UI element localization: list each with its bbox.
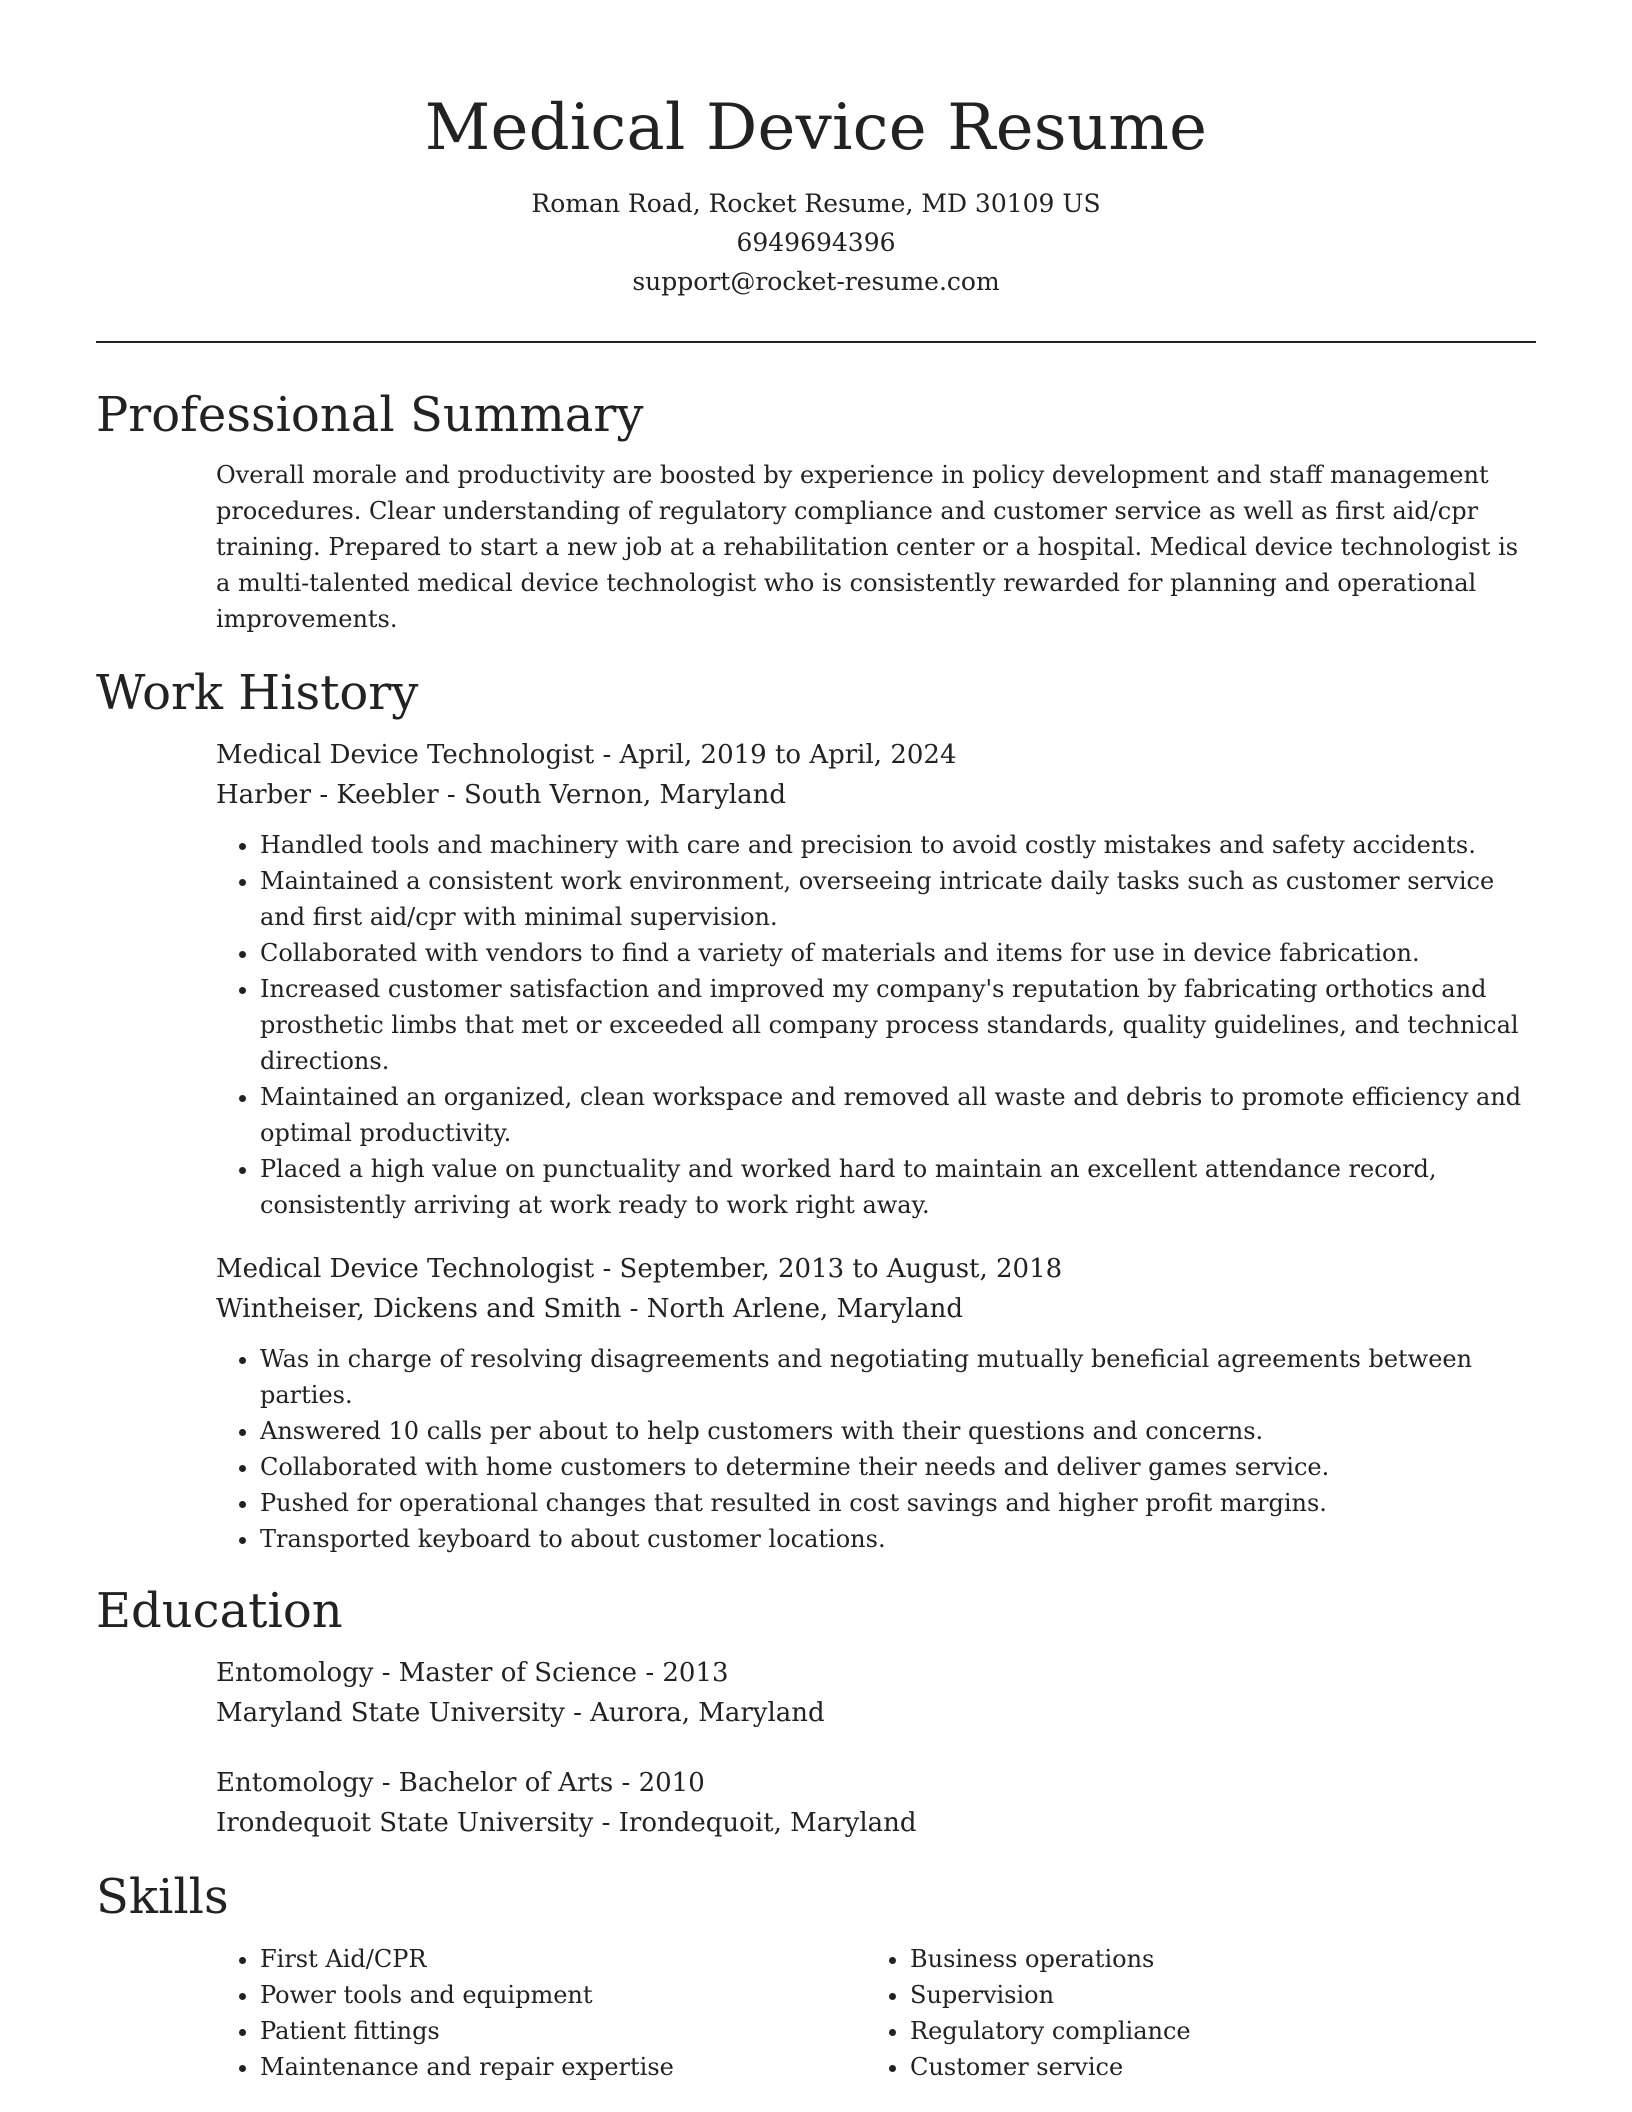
list-item: • Placed a high value on punctuality and worked hard to maintain an excellent attendance record, consistently arriving at work ready to work right away. <box>260 1151 1536 1223</box>
list-item: • Maintenance and repair expertise <box>260 2049 866 2085</box>
contact-block <box>96 184 1536 301</box>
degree-year: - 2013 <box>637 1658 729 1688</box>
work-section <box>96 661 1536 1557</box>
skills-columns <box>96 1929 1536 2085</box>
degree: Entomology - Master of Science <box>216 1658 638 1688</box>
list-item: • Business operations <box>910 1941 1516 1977</box>
phone: 6949694396 <box>736 228 896 257</box>
education-entry <box>96 1653 1536 1733</box>
skills-column-left <box>216 1929 866 2085</box>
list-item: • First Aid/CPR <box>260 1941 866 1977</box>
school: Maryland State University <box>216 1698 565 1728</box>
school-location: - Aurora, Maryland <box>564 1698 825 1728</box>
list-item: • Handled tools and machinery with care and precision to avoid costly mistakes and safety accidents. <box>260 827 1536 863</box>
degree-year: - 2010 <box>613 1768 705 1798</box>
section-title-summary: Professional Summary <box>96 387 644 443</box>
list-item: • Collaborated with home customers to determine their needs and deliver games service. <box>260 1449 1536 1485</box>
skills-section <box>96 1865 1536 2085</box>
school-line <box>216 1803 1536 1843</box>
job-dates: - April, 2019 to April, 2024 <box>594 740 957 770</box>
list-item: • Was in charge of resolving disagreements and negotiating mutually beneficial agreements between parties. <box>260 1341 1536 1413</box>
job-entry <box>96 1249 1536 1557</box>
section-title-education: Education <box>96 1583 343 1639</box>
header-divider <box>96 341 1536 343</box>
job-entry <box>96 735 1536 1223</box>
list-item: • Supervision <box>910 1977 1516 2013</box>
list-item: • Maintained an organized, clean workspace and removed all waste and debris to promote efficiency and optimal productivity. <box>260 1079 1536 1151</box>
education-entry <box>96 1763 1536 1843</box>
degree-line <box>216 1653 1536 1693</box>
email: support@rocket-resume.com <box>632 267 1000 296</box>
job-location: - South Vernon, Maryland <box>438 780 786 810</box>
job-role: Medical Device Technologist <box>216 740 595 770</box>
list-item: • Collaborated with vendors to find a variety of materials and items for use in device fabrication. <box>260 935 1536 971</box>
job-title-line <box>216 735 1536 775</box>
school-line <box>216 1693 1536 1733</box>
list-item: • Transported keyboard to about customer locations. <box>260 1521 1536 1557</box>
resume-title: Medical Device Resume <box>424 91 1208 165</box>
list-item: • Power tools and equipment <box>260 1977 866 2013</box>
job-title-line <box>216 1249 1536 1289</box>
job-company: Harber - Keebler <box>216 780 439 810</box>
degree-line <box>216 1763 1536 1803</box>
list-item: • Customer service <box>910 2049 1516 2085</box>
job-company: Wintheiser, Dickens and Smith <box>216 1294 622 1324</box>
skills-column-right <box>866 1929 1516 2085</box>
list-item: • Pushed for operational changes that resulted in cost savings and higher profit margins. <box>260 1485 1536 1521</box>
job-company-line <box>216 775 1536 815</box>
skills-list-left <box>216 1941 866 2085</box>
summary-section <box>96 383 1536 637</box>
section-title-work: Work History <box>96 665 419 721</box>
job-location: - North Arlene, Maryland <box>621 1294 964 1324</box>
school-location: - Irondequoit, Maryland <box>593 1808 917 1838</box>
education-section <box>96 1579 1536 1843</box>
job-bullets <box>216 1341 1536 1557</box>
job-company-line <box>216 1289 1536 1329</box>
degree: Entomology - Bachelor of Arts <box>216 1768 614 1798</box>
job-bullets <box>216 827 1536 1223</box>
address: Roman Road, Rocket Resume, MD 30109 US <box>531 189 1101 218</box>
section-title-skills: Skills <box>96 1869 229 1925</box>
list-item: • Maintained a consistent work environment, overseeing intricate daily tasks such as customer service and first aid/cpr with minimal supervision. <box>260 863 1536 935</box>
school: Irondequoit State University <box>216 1808 594 1838</box>
job-role: Medical Device Technologist <box>216 1254 595 1284</box>
skills-list-right <box>866 1941 1516 2085</box>
list-item: • Increased customer satisfaction and improved my company's reputation by fabricating orthotics and prosthetic limbs that met or exceeded all company process standards, quality guidelines, and technical directions. <box>260 971 1536 1079</box>
list-item: • Patient fittings <box>260 2013 866 2049</box>
list-item: • Regulatory compliance <box>910 2013 1516 2049</box>
summary-text: Overall morale and productivity are boosted by experience in policy development and staff management procedures. Clear understanding of regulatory compliance and customer service as well as first aid/cpr training. Prepared to start a new job at a rehabilitation center or a hospital. Medical device technologist is a multi-talented medical device technologist who is consistently rewarded for planning and operational improvements. <box>216 461 1519 633</box>
list-item: • Answered 10 calls per about to help customers with their questions and concerns. <box>260 1413 1536 1449</box>
job-dates: - September, 2013 to August, 2018 <box>594 1254 1063 1284</box>
resume-header <box>96 0 1536 301</box>
